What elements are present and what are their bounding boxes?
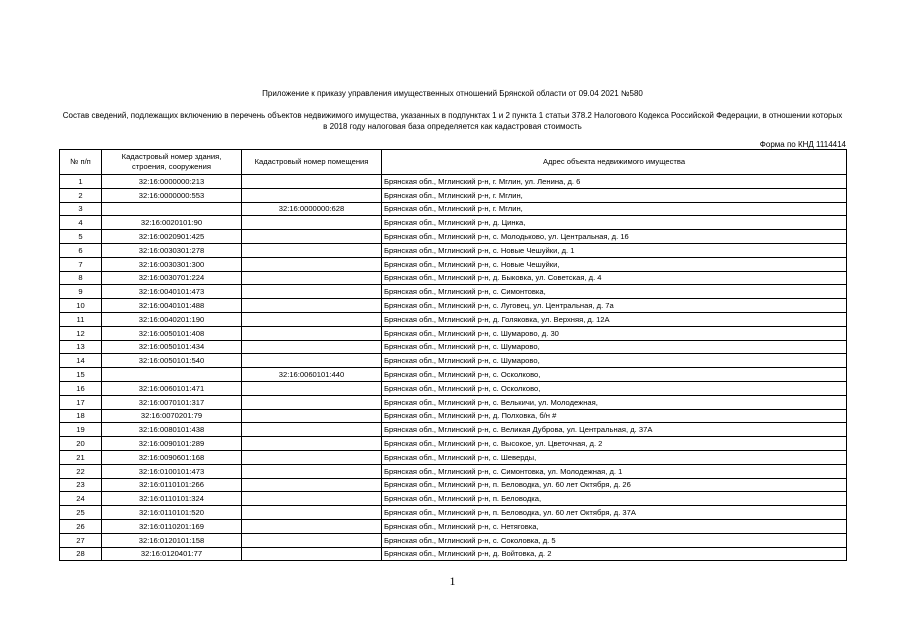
table-row	[60, 395, 847, 409]
row-number: 19	[60, 423, 102, 437]
premises-cadastral-number	[242, 519, 382, 533]
row-number: 13	[60, 340, 102, 354]
building-cadastral-number: 32:16:0050101:434	[102, 340, 242, 354]
address: Брянская обл., Мглинский р-н, д. Войтовка, д. 2	[382, 547, 847, 561]
address: Брянская обл., Мглинский р-н, с. Нетяговка,	[382, 519, 847, 533]
building-cadastral-number: 32:16:0050101:408	[102, 326, 242, 340]
table-row	[60, 354, 847, 368]
address: Брянская обл., Мглинский р-н, д. Быковка, ул. Советская, д. 4	[382, 271, 847, 285]
column-header-building-cadastral: Кадастровый номер здания, строения, сооружения	[102, 150, 242, 175]
building-cadastral-number: 32:16:0110101:520	[102, 506, 242, 520]
row-number: 5	[60, 230, 102, 244]
column-header-number: № п/п	[60, 150, 102, 175]
column-header-address: Адрес объекта недвижимого имущества	[382, 150, 847, 175]
building-cadastral-number: 32:16:0000000:553	[102, 188, 242, 202]
address: Брянская обл., Мглинский р-н, с. Осколково,	[382, 381, 847, 395]
premises-cadastral-number	[242, 312, 382, 326]
premises-cadastral-number	[242, 230, 382, 244]
premises-cadastral-number	[242, 216, 382, 230]
table-row	[60, 285, 847, 299]
building-cadastral-number: 32:16:0070101:317	[102, 395, 242, 409]
row-number: 17	[60, 395, 102, 409]
premises-cadastral-number	[242, 395, 382, 409]
building-cadastral-number: 32:16:0110101:266	[102, 478, 242, 492]
appendix-heading: Приложение к приказу управления имущественных отношений Брянской области от 09.04 2021 №580	[262, 89, 643, 98]
premises-cadastral-number: 32:16:0000000:628	[242, 202, 382, 216]
table-row	[60, 188, 847, 202]
premises-cadastral-number	[242, 478, 382, 492]
building-cadastral-number: 32:16:0040101:473	[102, 285, 242, 299]
building-cadastral-number: 32:16:0020101:90	[102, 216, 242, 230]
building-cadastral-number: 32:16:0020901:425	[102, 230, 242, 244]
form-code: Форма по КНД 1114414	[759, 140, 846, 149]
address: Брянская обл., Мглинский р-н, с. Молодьково, ул. Центральная, д. 16	[382, 230, 847, 244]
address: Брянская обл., Мглинский р-н, с. Великая Дуброва, ул. Центральная, д. 37А	[382, 423, 847, 437]
table-row	[60, 381, 847, 395]
table-row	[60, 464, 847, 478]
premises-cadastral-number	[242, 492, 382, 506]
table-row	[60, 492, 847, 506]
building-cadastral-number: 32:16:0120101:158	[102, 533, 242, 547]
premises-cadastral-number	[242, 409, 382, 423]
address: Брянская обл., Мглинский р-н, с. Шумарово,	[382, 340, 847, 354]
row-number: 2	[60, 188, 102, 202]
building-cadastral-number: 32:16:0060101:471	[102, 381, 242, 395]
row-number: 25	[60, 506, 102, 520]
address: Брянская обл., Мглинский р-н, п. Беловодка, ул. 60 лет Октября, д. 37А	[382, 506, 847, 520]
building-cadastral-number: 32:16:0050101:540	[102, 354, 242, 368]
address: Брянская обл., Мглинский р-н, с. Осколково,	[382, 368, 847, 382]
building-cadastral-number: 32:16:0030301:278	[102, 243, 242, 257]
row-number: 12	[60, 326, 102, 340]
row-number: 15	[60, 368, 102, 382]
address: Брянская обл., Мглинский р-н, г. Мглин, ул. Ленина, д. 6	[382, 175, 847, 189]
row-number: 27	[60, 533, 102, 547]
address: Брянская обл., Мглинский р-н, с. Шумарово,	[382, 354, 847, 368]
property-table	[59, 149, 847, 561]
building-cadastral-number	[102, 202, 242, 216]
row-number: 7	[60, 257, 102, 271]
table-row	[60, 216, 847, 230]
premises-cadastral-number	[242, 243, 382, 257]
row-number: 3	[60, 202, 102, 216]
table-row	[60, 423, 847, 437]
table-row	[60, 533, 847, 547]
row-number: 22	[60, 464, 102, 478]
row-number: 8	[60, 271, 102, 285]
table-row	[60, 243, 847, 257]
address: Брянская обл., Мглинский р-н, г. Мглин,	[382, 202, 847, 216]
table-row	[60, 312, 847, 326]
premises-cadastral-number	[242, 340, 382, 354]
building-cadastral-number: 32:16:0030701:224	[102, 271, 242, 285]
table-row	[60, 506, 847, 520]
premises-cadastral-number	[242, 175, 382, 189]
table-row	[60, 326, 847, 340]
table-row	[60, 175, 847, 189]
row-number: 4	[60, 216, 102, 230]
table-row	[60, 340, 847, 354]
premises-cadastral-number: 32:16:0060101:440	[242, 368, 382, 382]
row-number: 28	[60, 547, 102, 561]
building-cadastral-number: 32:16:0070201:79	[102, 409, 242, 423]
row-number: 18	[60, 409, 102, 423]
premises-cadastral-number	[242, 437, 382, 451]
address: Брянская обл., Мглинский р-н, с. Симонтовка, ул. Молодежная, д. 1	[382, 464, 847, 478]
table-row	[60, 547, 847, 561]
row-number: 6	[60, 243, 102, 257]
address: Брянская обл., Мглинский р-н, с. Симонтовка,	[382, 285, 847, 299]
table-row	[60, 230, 847, 244]
premises-cadastral-number	[242, 257, 382, 271]
row-number: 21	[60, 450, 102, 464]
building-cadastral-number	[102, 368, 242, 382]
address: Брянская обл., Мглинский р-н, д. Полховка, б/н #	[382, 409, 847, 423]
premises-cadastral-number	[242, 285, 382, 299]
table-row	[60, 368, 847, 382]
table-row	[60, 271, 847, 285]
premises-cadastral-number	[242, 271, 382, 285]
premises-cadastral-number	[242, 299, 382, 313]
premises-cadastral-number	[242, 326, 382, 340]
premises-cadastral-number	[242, 547, 382, 561]
table-row	[60, 450, 847, 464]
row-number: 20	[60, 437, 102, 451]
document-subtitle: Состав сведений, подлежащих включению в перечень объектов недвижимого имущества, указанных в подпунктах 1 и 2 пункта 1 статьи 378.2 Налогового Кодекса Российской Федерации, в отношении которых в 2018 году налоговая база определяется как кадастровая стоимость	[62, 111, 843, 131]
premises-cadastral-number	[242, 464, 382, 478]
building-cadastral-number: 32:16:0120401:77	[102, 547, 242, 561]
building-cadastral-number: 32:16:0090101:289	[102, 437, 242, 451]
premises-cadastral-number	[242, 533, 382, 547]
table-header-row	[60, 150, 847, 175]
building-cadastral-number: 32:16:0110201:169	[102, 519, 242, 533]
table-row	[60, 519, 847, 533]
table-row	[60, 437, 847, 451]
building-cadastral-number: 32:16:0000000:213	[102, 175, 242, 189]
address: Брянская обл., Мглинский р-н, с. Высокое, ул. Цветочная, д. 2	[382, 437, 847, 451]
row-number: 16	[60, 381, 102, 395]
address: Брянская обл., Мглинский р-н, п. Беловодка,	[382, 492, 847, 506]
row-number: 26	[60, 519, 102, 533]
building-cadastral-number: 32:16:0090601:168	[102, 450, 242, 464]
premises-cadastral-number	[242, 450, 382, 464]
table-row	[60, 478, 847, 492]
address: Брянская обл., Мглинский р-н, с. Велькичи, ул. Молодежная,	[382, 395, 847, 409]
building-cadastral-number: 32:16:0040201:190	[102, 312, 242, 326]
premises-cadastral-number	[242, 381, 382, 395]
table-row	[60, 299, 847, 313]
column-header-premises-cadastral: Кадастровый номер помещения	[242, 150, 382, 175]
address: Брянская обл., Мглинский р-н, с. Шеверды,	[382, 450, 847, 464]
row-number: 23	[60, 478, 102, 492]
address: Брянская обл., Мглинский р-н, с. Новые Чешуйки, д. 1	[382, 243, 847, 257]
address: Брянская обл., Мглинский р-н, г. Мглин,	[382, 188, 847, 202]
building-cadastral-number: 32:16:0040101:488	[102, 299, 242, 313]
address: Брянская обл., Мглинский р-н, п. Беловодка, ул. 60 лет Октября, д. 26	[382, 478, 847, 492]
table-row	[60, 409, 847, 423]
table-row	[60, 257, 847, 271]
building-cadastral-number: 32:16:0080101:438	[102, 423, 242, 437]
address: Брянская обл., Мглинский р-н, с. Новые Чешуйки,	[382, 257, 847, 271]
row-number: 1	[60, 175, 102, 189]
premises-cadastral-number	[242, 188, 382, 202]
building-cadastral-number: 32:16:0030301:300	[102, 257, 242, 271]
address: Брянская обл., Мглинский р-н, д. Цинка,	[382, 216, 847, 230]
building-cadastral-number: 32:16:0100101:473	[102, 464, 242, 478]
address: Брянская обл., Мглинский р-н, с. Луговец, ул. Центральная, д. 7а	[382, 299, 847, 313]
row-number: 9	[60, 285, 102, 299]
premises-cadastral-number	[242, 423, 382, 437]
row-number: 10	[60, 299, 102, 313]
row-number: 11	[60, 312, 102, 326]
address: Брянская обл., Мглинский р-н, д. Голяковка, ул. Верхняя, д. 12А	[382, 312, 847, 326]
table-row	[60, 202, 847, 216]
premises-cadastral-number	[242, 354, 382, 368]
row-number: 24	[60, 492, 102, 506]
address: Брянская обл., Мглинский р-н, с. Соколовка, д. 5	[382, 533, 847, 547]
address: Брянская обл., Мглинский р-н, с. Шумарово, д. 30	[382, 326, 847, 340]
building-cadastral-number: 32:16:0110101:324	[102, 492, 242, 506]
row-number: 14	[60, 354, 102, 368]
page-number: 1	[449, 574, 456, 588]
premises-cadastral-number	[242, 506, 382, 520]
